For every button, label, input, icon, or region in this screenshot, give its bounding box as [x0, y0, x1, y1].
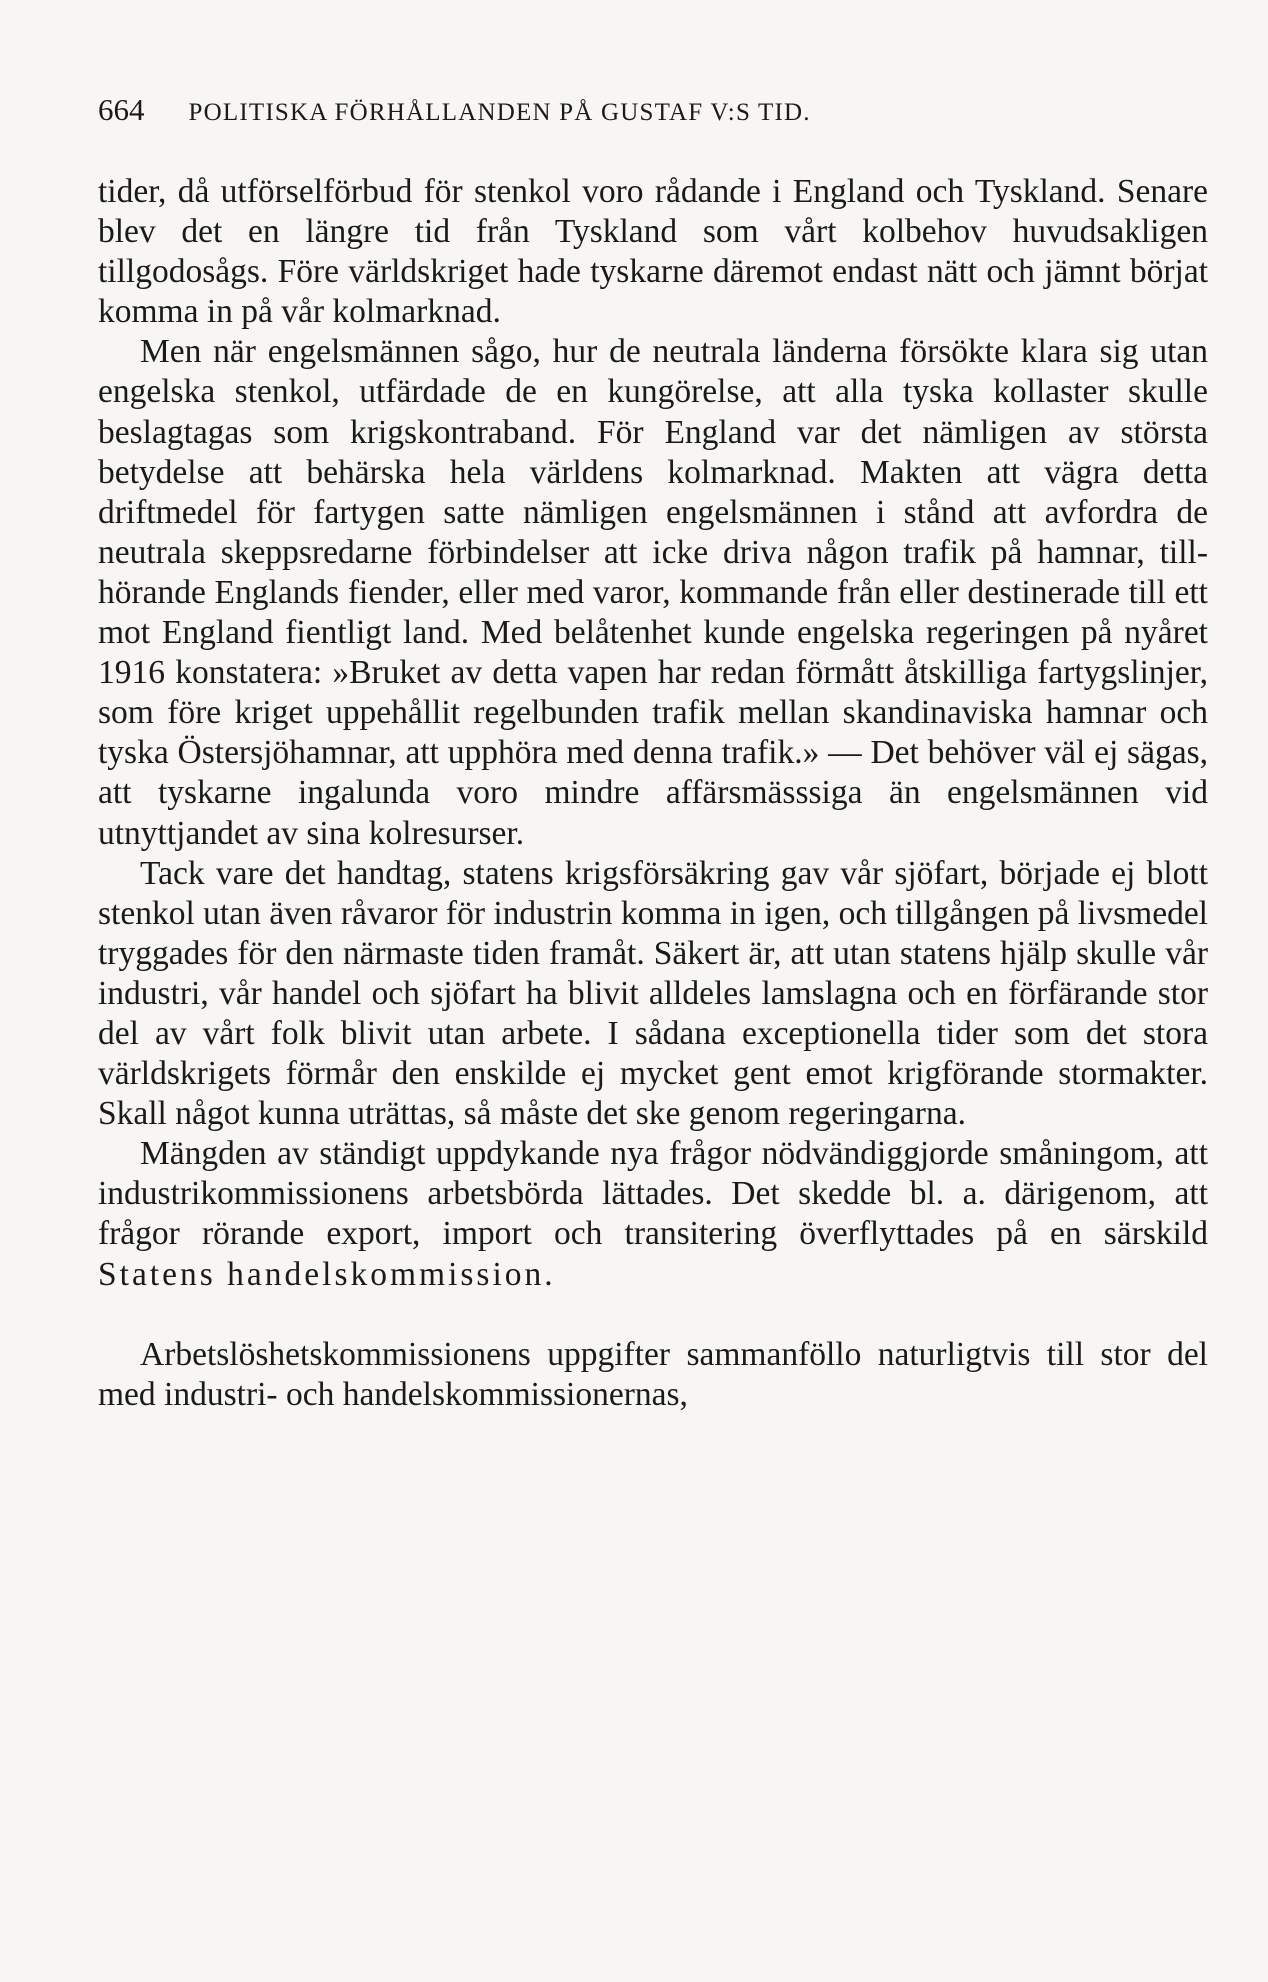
paragraph-4: [98, 1134, 1208, 1294]
paragraph-4-text: Mängden av ständigt uppdykande nya frågor nödvändiggjorde småningom, att industrikommissionens arbetsbörda lättades. Det skedde bl. a. därigenom, att frågor rörande export, import och transitering överflyttades på en särskild: [98, 1135, 1208, 1253]
body-text: [98, 172, 1208, 1415]
paragraph-1: tider, då utförselförbud för stenkol voro rådande i England och Tyskland. Senare blev det en längre tid från Tyskland som vårt kolbehov huvudsakligen tillgodosågs. Före världskriget hade tyskarne däremot endast nätt och jämnt börjat komma in på vår kolmarknad.: [98, 173, 1208, 331]
running-header: [98, 92, 1208, 132]
book-page: [98, 92, 1208, 1415]
statens-handelskommission: Statens handelskommission.: [98, 1255, 556, 1293]
paragraph-5: Arbetslöshetskommissionens uppgifter sammanföllo naturligtvis till stor del med industri- och handelskommissionernas,: [98, 1335, 1208, 1413]
paragraph-3: Tack vare det handtag, statens krigsförsäkring gav vår sjöfart, började ej blott stenkol utan även råvaror för industrin komma in igen, och tillgången på livsmedel tryggades för den närmaste tiden framåt. Säkert är, att utan statens hjälp skulle vår industri, vår handel och sjöfart ha blivit alldeles lamslagna och en förfärande stor del av vårt folk blivit utan arbete. I sådana exceptionella tider som det stora världskrigets förmår den enskilde ej mycket gent emot krigförande stormakter. Skall något kunna uträttas, så måste det ske genom regeringarna.: [98, 854, 1208, 1133]
running-title: POLITISKA FÖRHÅLLANDEN PÅ GUSTAF V:S TID.: [188, 99, 811, 126]
paragraph-2: Men när engelsmännen sågo, hur de neutrala länderna försökte klara sig utan engelska stenkol, utfärdade de en kungörelse, att alla tyska kollaster skulle beslagtagas som krigskontraband. För England var det nämligen av största betydelse att behärska hela världens kolmarknad. Makten att vägra detta driftmedel för fartygen satte nämligen engelsmännen i stånd att avfordra de neutrala skeppsredarne förbindelser att icke driva någon trafik på hamnar, tillhörande Englands fiender, eller med varor, kommande från eller destinerade till ett mot England fientligt land. Med belåtenhet kunde engelska regeringen på nyåret 1916 konstatera: »Bruket av detta vapen har redan förmått åtskilliga fartygslinjer, som före kriget uppehållit regelbunden trafik mellan skandinaviska hamnar och tyska Östersjöhamnar, att upphöra med denna trafik.» — Det behöver väl ej sägas, att tyskarne ingalunda voro mindre affärsmässsiga än engelsmännen vid utnyttjandet av sina kolresurser.: [98, 333, 1208, 852]
page-number: 664: [98, 92, 145, 127]
